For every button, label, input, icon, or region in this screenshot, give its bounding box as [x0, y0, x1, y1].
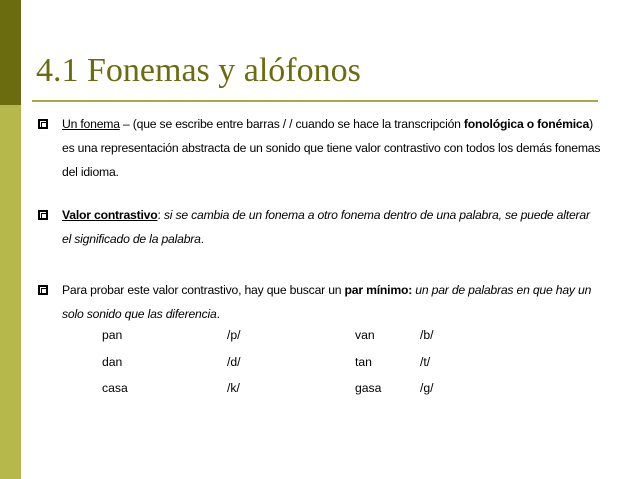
bullet-icon-2 — [38, 210, 48, 220]
italic-text: un par de palabras en que hay un solo sonido que las diferencia — [62, 283, 592, 321]
phoneme-cell: /k/ — [227, 381, 240, 395]
bullet-icon-3 — [38, 285, 48, 295]
word-cell: casa — [102, 381, 128, 395]
phoneme-cell: /b/ — [420, 328, 434, 342]
text: ) es una representación abstracta de un sonido que tiene valor contrastivo con todos los demás fonemas del idioma. — [62, 117, 601, 179]
term-valor-contrastivo: Valor contrastivo — [62, 208, 158, 222]
title-divider — [32, 100, 598, 102]
bullet-icon-1 — [38, 119, 48, 129]
paragraph-valor-contrastivo — [62, 203, 602, 251]
accent-bar-side — [0, 105, 21, 479]
text: : — [157, 208, 164, 222]
text: . — [200, 232, 204, 246]
text: Para probar este valor contrastivo, hay que buscar un — [62, 283, 345, 297]
phoneme-cell: /g/ — [420, 381, 434, 395]
paragraph-par-minimo — [62, 278, 602, 326]
word-cell: tan — [355, 355, 372, 369]
term-par-minimo: par mínimo: — [344, 283, 413, 297]
paragraph-fonema — [62, 112, 602, 184]
term-fonema: Un fonema — [62, 117, 120, 131]
phoneme-cell: /t/ — [420, 355, 431, 369]
italic-text: si se cambia de un fonema a otro fonema dentro de una palabra, se puede alterar el significado de la palabra — [62, 208, 590, 246]
bold-text: fonológica o fonémica — [463, 117, 590, 131]
word-cell: van — [355, 328, 375, 342]
slide-title: 4.1 Fonemas y alófonos — [36, 52, 361, 89]
text: . — [216, 307, 220, 321]
text: – (que se escribe entre barras / / cuando se hace la transcripción — [119, 117, 464, 131]
word-cell: dan — [102, 355, 123, 369]
phoneme-cell: /p/ — [227, 328, 241, 342]
phoneme-cell: /d/ — [227, 355, 241, 369]
accent-bar-top — [0, 0, 21, 105]
word-cell: gasa — [355, 381, 382, 395]
word-cell: pan — [102, 328, 123, 342]
